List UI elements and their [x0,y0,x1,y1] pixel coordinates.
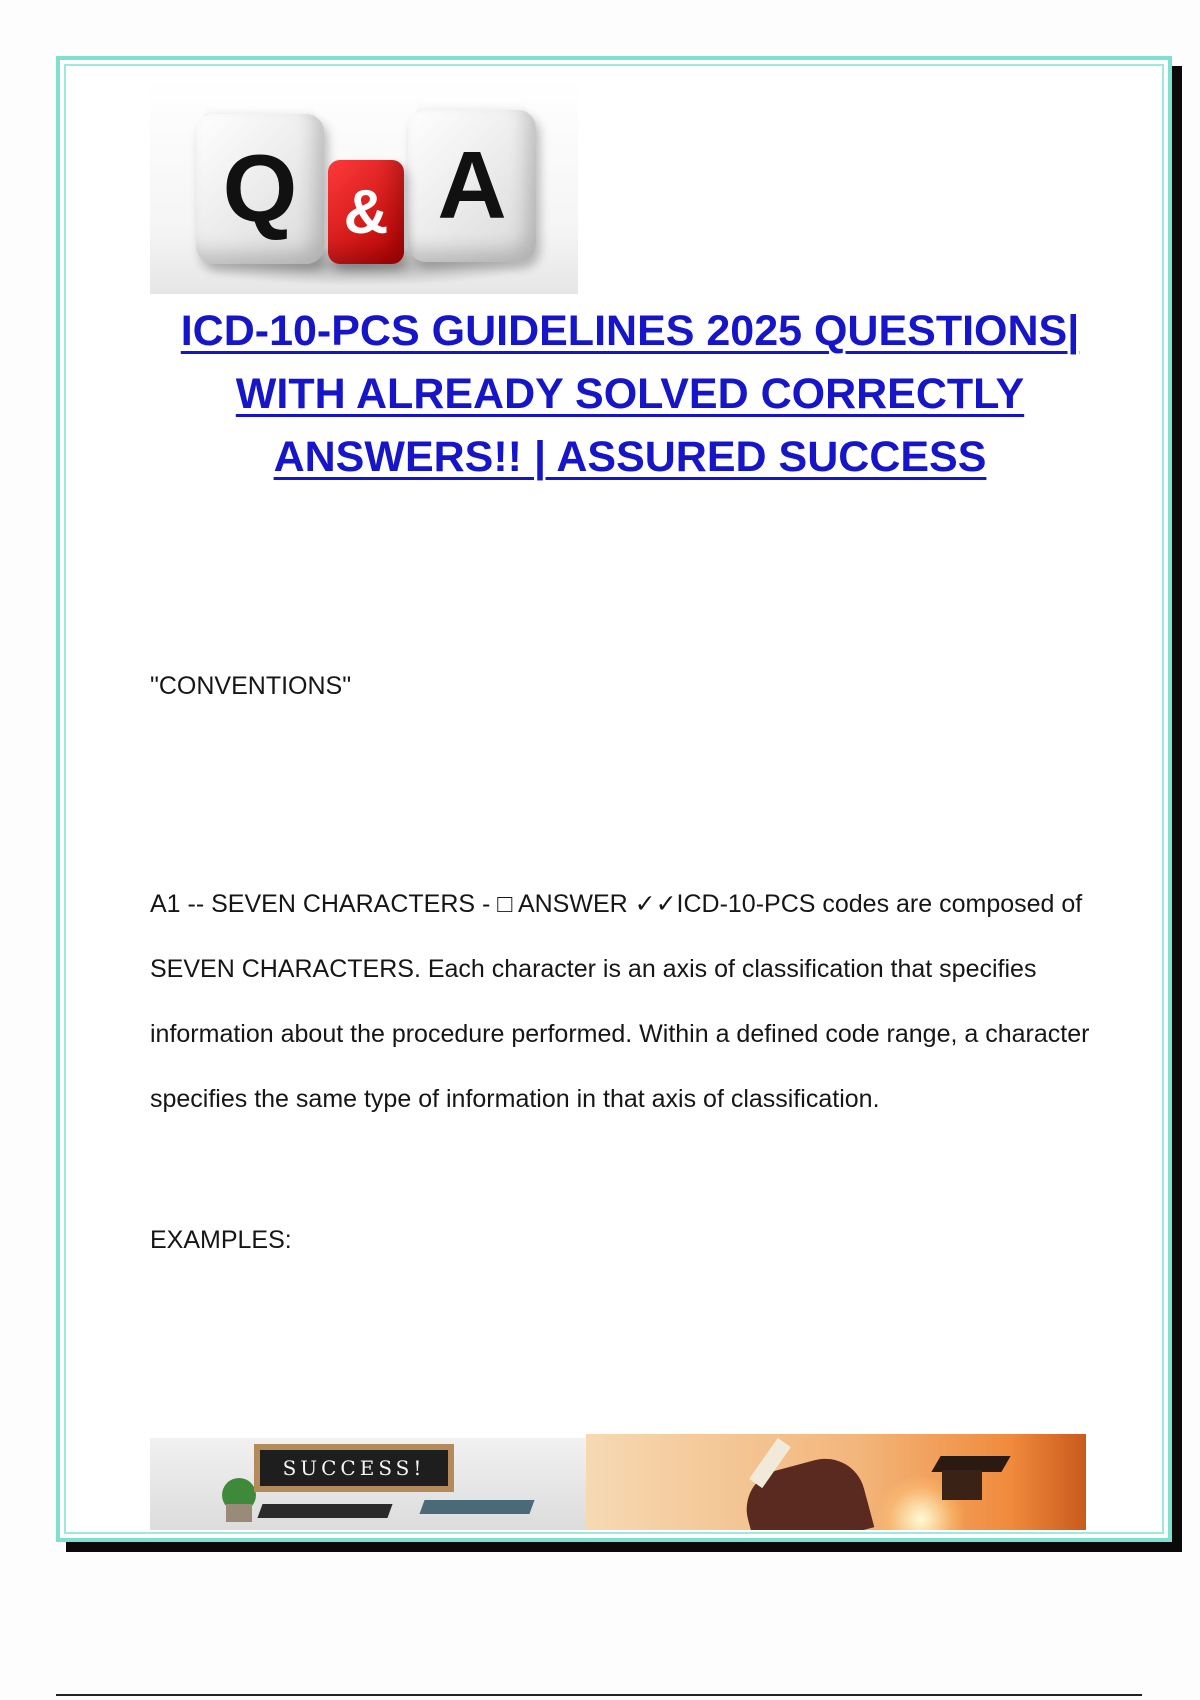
die-a [408,110,536,262]
success-board-photo [150,1438,586,1530]
graduation-photo [586,1434,1086,1530]
desk-item [257,1504,392,1518]
footer-rule [56,1694,1142,1696]
desk-item [419,1500,534,1514]
die-a-letter: A [437,132,507,239]
die-ampersand [328,160,404,264]
section-heading: "CONVENTIONS" [150,672,352,700]
qa-answer-paragraph: A1 -- SEVEN CHARACTERS - □ ANSWER ✓✓ICD-10-PCS codes are composed of SEVEN CHARACTERS. Each character is an axis of classification that specifies information about the procedure performed. Within a defined code range, a character specifies the same type of information in that axis of classification. [150,890,1090,1113]
page-frame [56,56,1172,1542]
examples-label: EXAMPLES: [150,1226,292,1254]
qa-logo-image [150,76,578,294]
graduation-cap-base [942,1470,982,1500]
die-q-letter: Q [222,135,298,242]
raised-arm [738,1450,875,1530]
die-q [196,114,324,264]
die-amp-letter: & [343,177,389,247]
document-title: ICD-10-PCS GUIDELINES 2025 QUESTIONS| WITH ALREADY SOLVED CORRECTLY ANSWERS!! | ASSURED SUCCESS [180,307,1080,481]
success-board: SUCCESS! [254,1444,454,1492]
pot-icon [226,1504,252,1522]
success-banner-image [150,1434,1086,1530]
